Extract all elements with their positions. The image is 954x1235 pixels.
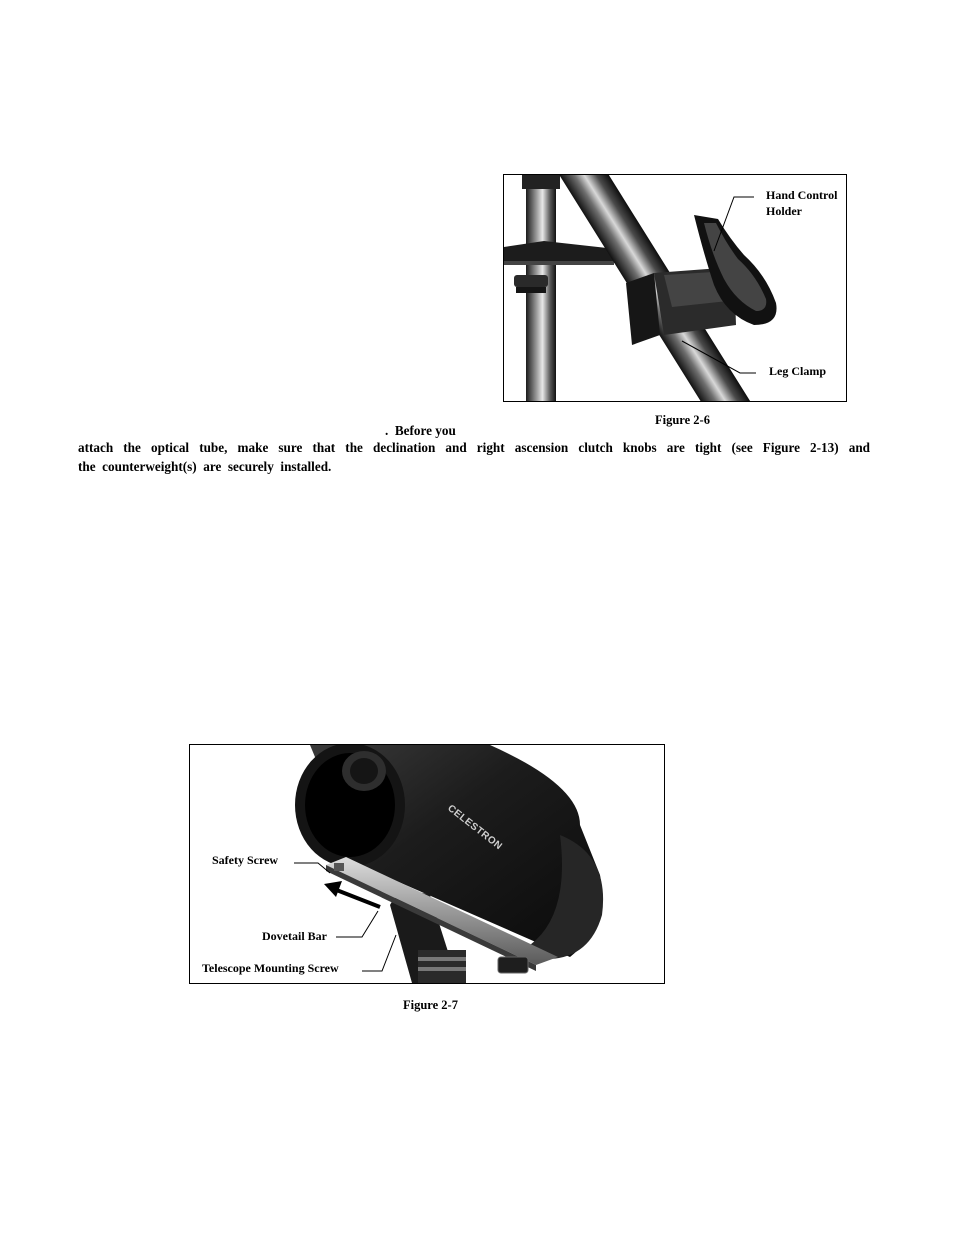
figure-2-6-frame — [503, 174, 847, 402]
body-text-fragment: . Before you — [385, 423, 456, 438]
safety-screw-label: Safety Screw — [212, 853, 279, 867]
body-text-line-1: attach the optical tube, make sure that the declination and right ascension clutch knobs are tight (see Figure 2-13) and — [78, 440, 870, 455]
hand-control-holder-label-line1: Hand Control — [766, 188, 838, 202]
figure-2-7-frame — [189, 744, 665, 984]
celestron-logo-text: CELESTRON — [445, 803, 505, 853]
figure-2-6-caption: Figure 2-6 — [655, 413, 710, 427]
body-text-line-2: the counterweight(s) are securely installed. — [78, 459, 332, 474]
hand-control-holder-label — [766, 187, 839, 219]
dovetail-bar-label: Dovetail Bar — [262, 929, 327, 943]
leg-clamp-label: Leg Clamp — [769, 364, 826, 378]
figure-2-7-caption: Figure 2-7 — [403, 998, 458, 1012]
hand-control-holder-label-line2: Holder — [766, 204, 802, 218]
telescope-mounting-screw-label: Telescope Mounting Screw — [190, 960, 362, 976]
